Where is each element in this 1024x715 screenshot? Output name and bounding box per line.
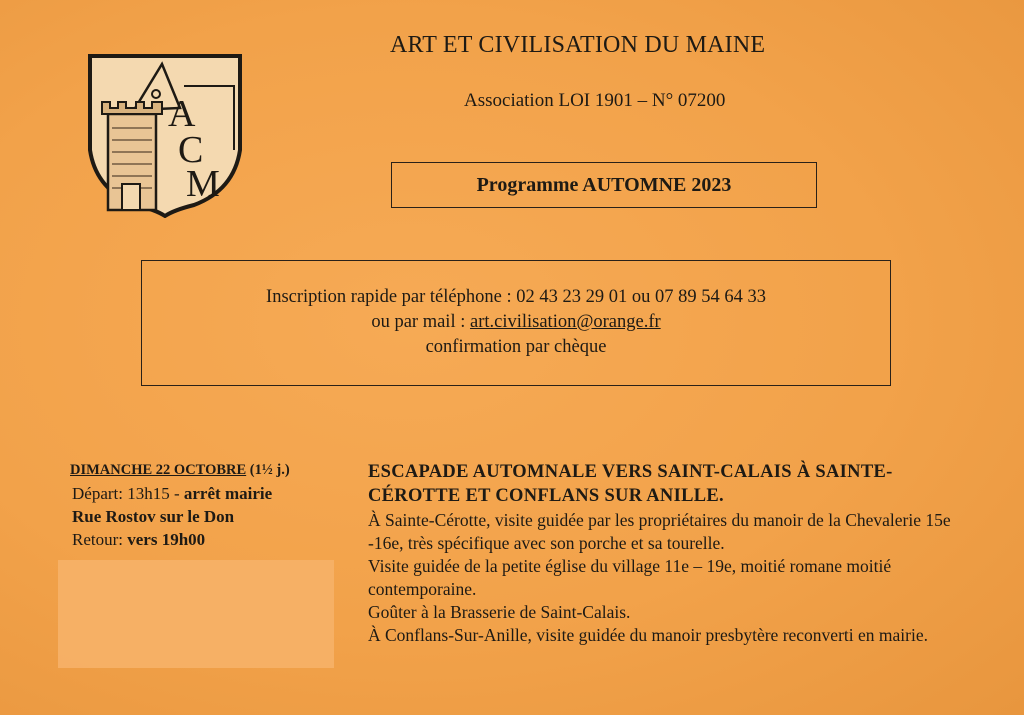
- svg-text:M: M: [186, 163, 220, 205]
- event-date-text: DIMANCHE 22 OCTOBRE: [70, 462, 247, 478]
- departure-place: arrêt mairie: [183, 484, 273, 503]
- event-title: [368, 460, 988, 508]
- program-title: Programme AUTOMNE 2023: [476, 173, 732, 196]
- event-title-line-1: ESCAPADE AUTOMNALE VERS SAINT-CALAIS À SAINTE-: [368, 462, 893, 482]
- event-paragraph: Goûter à la Brasserie de Saint-Calais.: [368, 602, 631, 622]
- mail-prefix: ou par mail :: [371, 312, 470, 332]
- mail-line: [142, 310, 890, 335]
- contact-box: [141, 260, 891, 386]
- acm-logo: [84, 50, 246, 218]
- event-date: [70, 462, 290, 479]
- event-paragraph: Visite guidée de la petite église du village 11e – 19e, moitié romane moitié contemporaine.: [368, 556, 892, 599]
- phone-line: Inscription rapide par téléphone : 02 43 23 29 01 ou 07 89 54 64 33: [266, 287, 766, 307]
- redacted-area: [58, 560, 334, 668]
- departure-label: Départ: 13h15 -: [72, 484, 184, 503]
- organization-title: ART ET CIVILISATION DU MAINE: [390, 32, 766, 58]
- departure-street: Rue Rostov sur le Don: [72, 507, 235, 526]
- return-info: [72, 530, 205, 550]
- event-paragraph: À Sainte-Cérotte, visite guidée par les propriétaires du manoir de la Chevalerie 15e -16e, très spécifique avec son porche et sa tourelle.: [368, 510, 951, 553]
- svg-text:A: A: [168, 93, 196, 135]
- svg-text:C: C: [178, 129, 204, 171]
- confirmation-line: confirmation par chèque: [425, 337, 607, 357]
- return-time: vers 19h00: [127, 530, 206, 549]
- email-link[interactable]: art.civilisation@orange.fr: [469, 312, 661, 332]
- event-title-line-2: CÉROTTE ET CONFLANS SUR ANILLE.: [368, 486, 724, 506]
- return-label: Retour:: [72, 530, 128, 549]
- departure-info: [72, 484, 272, 504]
- event-duration: (1½ j.): [249, 462, 290, 478]
- event-paragraph: À Conflans-Sur-Anille, visite guidée du manoir presbytère reconverti en mairie.: [368, 625, 928, 645]
- program-title-box: [391, 162, 817, 208]
- association-number: Association LOI 1901 – N° 07200: [464, 90, 726, 111]
- event-description: [368, 509, 978, 647]
